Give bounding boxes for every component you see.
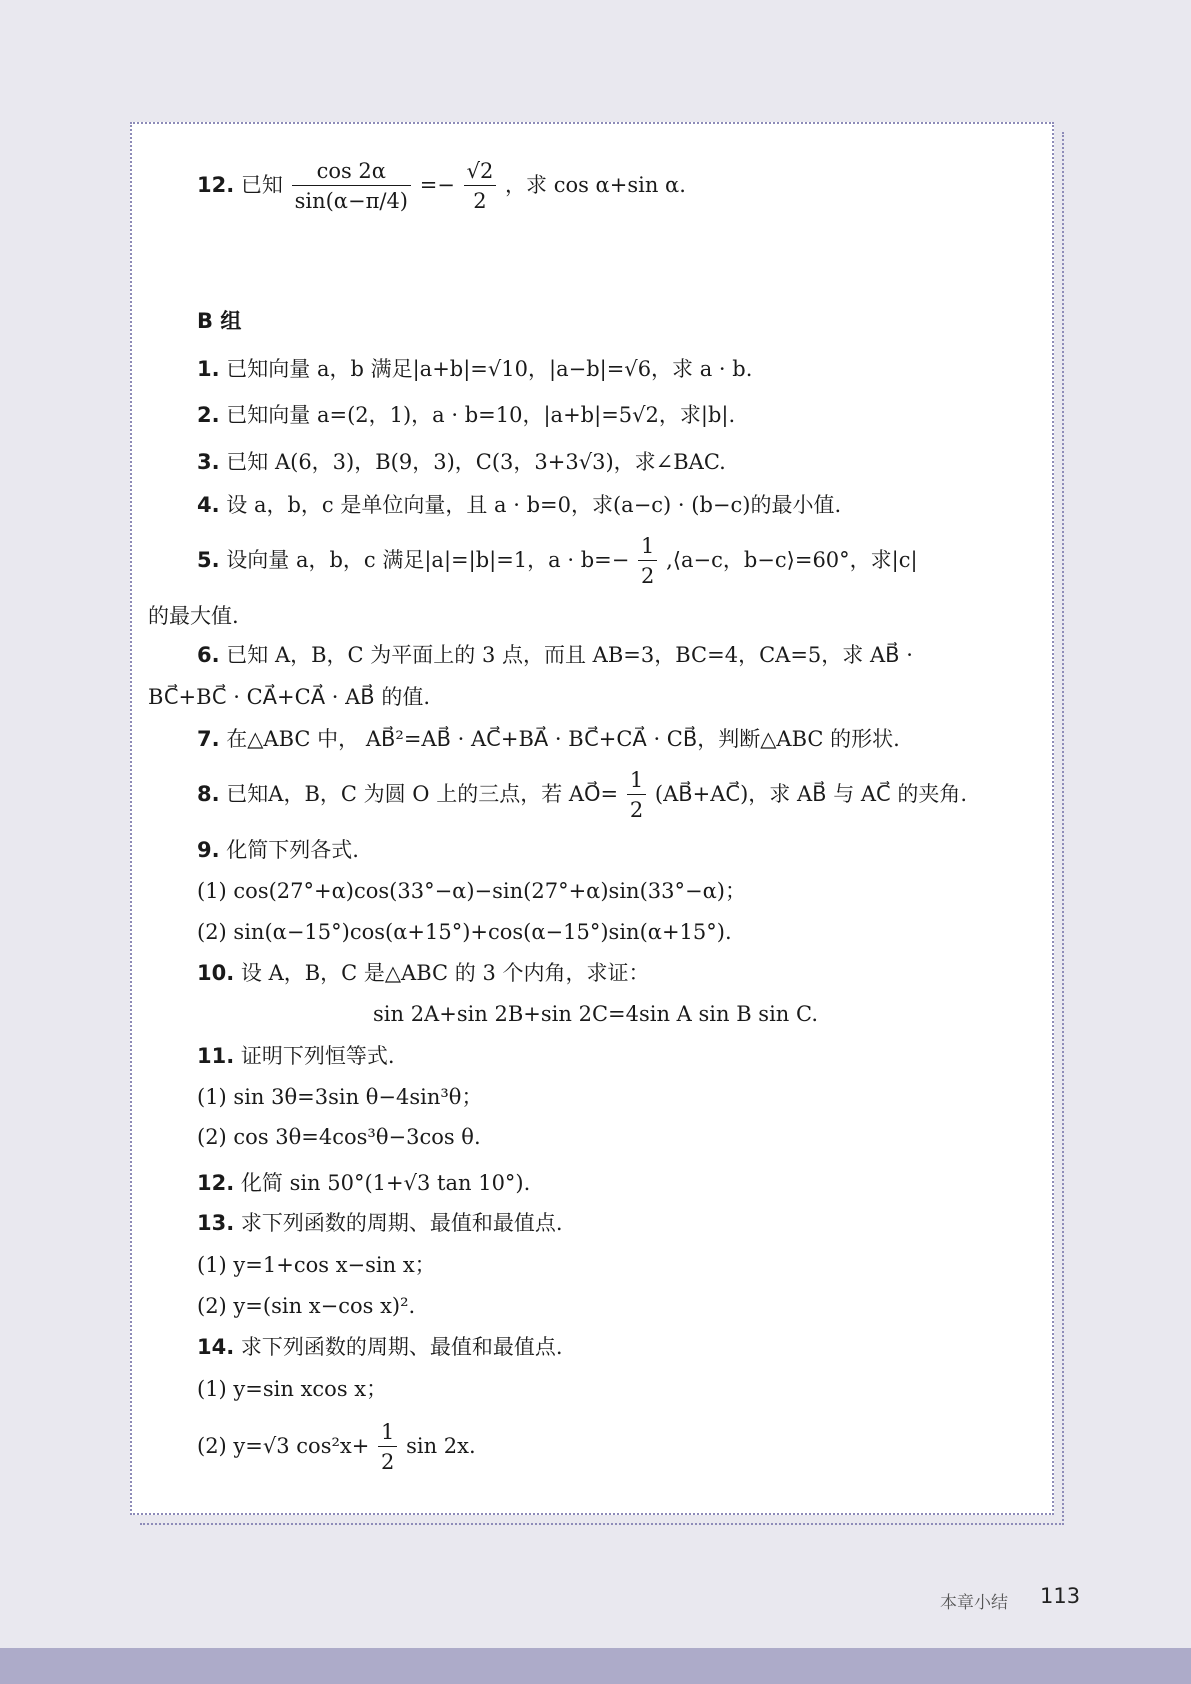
b-item-9-text: 化简下列各式. <box>226 838 359 862</box>
b-item-3 <box>197 447 726 477</box>
b-item-11-label: 11. <box>197 1044 235 1068</box>
b-item-9-part2: (2) sin(α−15°)cos(α+15°)+cos(α−15°)sin(α+15°). <box>197 920 732 944</box>
b-item-6-line2: BC⃗+BC⃗ · CA⃗+CA⃗ · AB⃗ 的值. <box>148 685 431 709</box>
b-item-14-frac-den: 2 <box>381 1450 395 1474</box>
b-item-13-part1: (1) y=1+cos x−sin x； <box>197 1253 436 1277</box>
b-item-13-label: 13. <box>197 1211 235 1235</box>
b-item-13-text: 求下列函数的周期、最值和最值点. <box>240 1211 563 1235</box>
b-item-7 <box>197 724 900 754</box>
b-item-8-frac-num: 1 <box>627 766 646 795</box>
b-item-1-label: 1. <box>197 357 220 381</box>
b-item-14 <box>197 1332 563 1362</box>
b-item-14-text: 求下列函数的周期、最值和最值点. <box>240 1335 563 1359</box>
b-item-14-frac-num: 1 <box>378 1418 397 1447</box>
b-item-3-label: 3. <box>197 450 220 474</box>
b-item-11-text: 证明下列恒等式. <box>240 1044 395 1068</box>
b-item-13-part2: (2) y=(sin x−cos x)². <box>197 1294 416 1318</box>
b-item-9-label: 9. <box>197 838 220 862</box>
b-item-14-label: 14. <box>197 1335 235 1359</box>
a12-denominator: sin(α−π/4) <box>294 189 408 213</box>
b-item-8-fraction <box>627 766 646 825</box>
b-item-4-text: 设 a，b，c 是单位向量，且 a · b=0，求(a−c) · (b−c)的最小值. <box>226 493 842 517</box>
b-item-13 <box>197 1208 563 1238</box>
b-item-11-part1: (1) sin 3θ=3sin θ−4sin³θ； <box>197 1085 483 1109</box>
b-item-6 <box>197 640 913 670</box>
a12-post: ，求 cos α+sin α. <box>505 173 686 197</box>
b-item-5-post: ,⟨a−c，b−c⟩=60°，求|c| <box>666 548 918 572</box>
a12-equals: =− <box>419 173 455 197</box>
b-item-12-label: 12. <box>197 1171 235 1195</box>
b-item-9-part1: (1) cos(27°+α)cos(33°−α)−sin(27°+α)sin(33°−α)； <box>197 879 746 903</box>
a12-rhs-den: 2 <box>473 189 487 213</box>
b-item-14-part2 <box>197 1418 476 1477</box>
page-number: 113 <box>1040 1584 1081 1608</box>
b-item-5-pre: 设向量 a，b，c 满足|a|=|b|=1，a · b=− <box>226 548 630 572</box>
b-item-5-cont: 的最大值. <box>148 604 239 628</box>
b-item-8-label: 8. <box>197 782 220 806</box>
b-item-7-text: 在△ABC 中， AB⃗²=AB⃗ · AC⃗+BA⃗ · BC⃗+CA⃗ · CB⃗，判断△ABC 的形状. <box>226 727 900 751</box>
b-item-5-label: 5. <box>197 548 220 572</box>
b-item-6-label: 6. <box>197 643 220 667</box>
b-item-2-text: 已知向量 a=(2，1)，a · b=10，|a+b|=5√2，求|b|. <box>226 403 736 427</box>
b-item-1-text: 已知向量 a，b 满足|a+b|=√10，|a−b|=√6，求 a · b. <box>226 357 753 381</box>
a12-rhs-fraction <box>464 157 497 216</box>
a12-rhs-num: √2 <box>464 157 497 186</box>
b-item-10-formula: sin 2A+sin 2B+sin 2C=4sin A sin B sin C. <box>373 1002 818 1026</box>
a12-numerator: cos 2α <box>292 157 411 186</box>
b-item-11 <box>197 1041 395 1071</box>
group-b-heading: B 组 <box>197 309 242 333</box>
b-item-5 <box>197 532 918 591</box>
a12-label: 12. <box>197 173 235 197</box>
chapter-summary-label: 本章小结 <box>940 1593 1008 1613</box>
bottom-bar <box>0 1648 1191 1684</box>
b-item-5-fraction <box>638 532 657 591</box>
b-item-4-label: 4. <box>197 493 220 517</box>
b-item-6-line1: 已知 A，B，C 为平面上的 3 点，而且 AB=3，BC=4，CA=5，求 AB⃗ · <box>226 643 913 667</box>
b-item-7-label: 7. <box>197 727 220 751</box>
b-item-14-part2-pre: (2) y=√3 cos²x+ <box>197 1434 370 1458</box>
b-item-8-post: (AB⃗+AC⃗)，求 AB⃗ 与 AC⃗ 的夹角. <box>654 782 968 806</box>
b-item-12 <box>197 1168 530 1198</box>
b-item-1 <box>197 354 752 384</box>
b-item-3-text: 已知 A(6，3)，B(9，3)，C(3，3+3√3)，求∠BAC. <box>226 450 726 474</box>
b-item-2-label: 2. <box>197 403 220 427</box>
b-item-8-frac-den: 2 <box>629 798 644 822</box>
a12-pre: 已知 <box>240 173 283 197</box>
b-item-11-part2: (2) cos 3θ=4cos³θ−3cos θ. <box>197 1125 481 1149</box>
b-item-10 <box>197 958 650 988</box>
a12-fraction <box>292 157 411 216</box>
b-item-2 <box>197 400 735 430</box>
b-item-5-frac-num: 1 <box>638 532 657 561</box>
b-item-10-label: 10. <box>197 961 235 985</box>
b-item-8 <box>197 766 967 825</box>
b-item-9 <box>197 835 359 865</box>
b-item-12-text: 化简 sin 50°(1+√3 tan 10°). <box>240 1171 531 1195</box>
b-item-8-pre: 已知A，B，C 为圆 O 上的三点，若 AO⃗= <box>226 782 619 806</box>
b-item-14-part2-post: sin 2x. <box>406 1434 476 1458</box>
b-item-4 <box>197 490 841 520</box>
b-item-5-frac-den: 2 <box>641 564 655 588</box>
b-item-14-fraction <box>378 1418 397 1477</box>
b-item-14-part1: (1) y=sin xcos x； <box>197 1377 388 1401</box>
b-item-10-text: 设 A，B，C 是△ABC 的 3 个内角，求证： <box>240 961 650 985</box>
a12-line <box>197 157 686 216</box>
